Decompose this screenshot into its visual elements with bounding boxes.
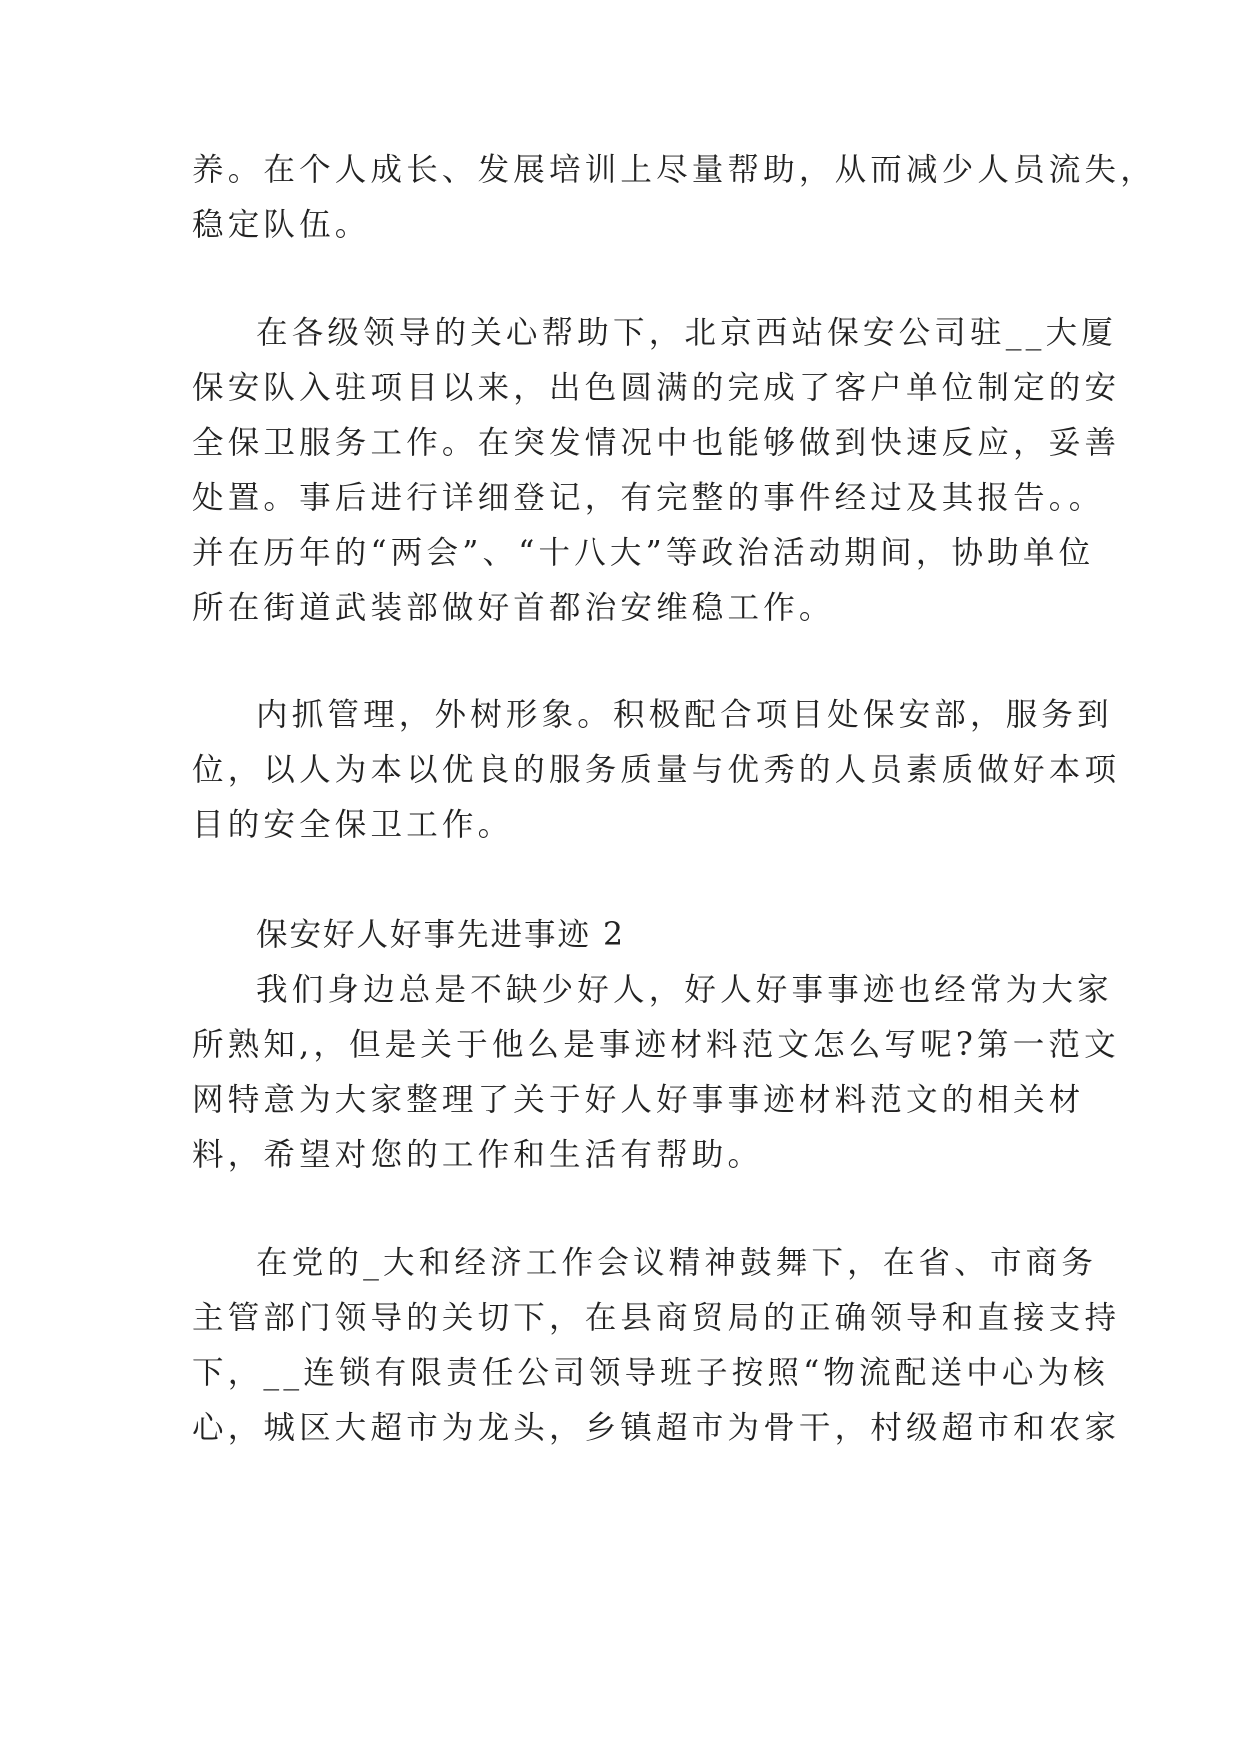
- text-line: 所熟知,，但是关于他么是事迹材料范文怎么写呢?第一范文: [192, 1027, 1120, 1063]
- text-line: 处置。事后进行详细登记，有完整的事件经过及其报告。。: [192, 480, 1105, 516]
- text-line: 保安队入驻项目以来，出色圆满的完成了客户单位制定的安: [192, 370, 1121, 406]
- text-line: 主管部门领导的关切下，在县商贸局的正确领导和直接支持: [192, 1300, 1121, 1336]
- text-line: 料，希望对您的工作和生活有帮助。: [192, 1137, 764, 1173]
- text-line: 所在街道武装部做好首都治安维稳工作。: [192, 590, 835, 626]
- text-line: 在各级领导的关心帮助下，北京西站保安公司驻__大厦: [256, 315, 1118, 351]
- text-line: 养。在个人成长、发展培训上尽量帮助，从而减少人员流失，: [192, 152, 1156, 188]
- text-line: 目的安全保卫工作。: [192, 807, 514, 843]
- text-line: 全保卫服务工作。在突发情况中也能够做到快速反应，妥善: [192, 425, 1121, 461]
- text-line: 稳定队伍。: [192, 207, 371, 243]
- text-line: 并在历年的“两会”、“十八大”等政治活动期间，协助单位: [192, 535, 1095, 571]
- text-line: 位，以人为本以优良的服务质量与优秀的人员素质做好本项: [192, 752, 1121, 788]
- text-line: 下，__连锁有限责任公司领导班子按照“物流配送中心为核: [192, 1355, 1110, 1391]
- text-line: 网特意为大家整理了关于好人好事事迹材料范文的相关材: [192, 1082, 1085, 1118]
- text-line: 在党的_大和经济工作会议精神鼓舞下，在省、市商务: [256, 1245, 1098, 1281]
- text-line: 我们身边总是不缺少好人，好人好事事迹也经常为大家: [256, 972, 1113, 1008]
- section-heading: 保安好人好事先进事迹 2: [256, 917, 626, 953]
- text-line: 心，城区大超市为龙头，乡镇超市为骨干，村级超市和农家: [192, 1410, 1121, 1446]
- text-line: 内抓管理，外树形象。积极配合项目处保安部，服务到: [256, 697, 1113, 733]
